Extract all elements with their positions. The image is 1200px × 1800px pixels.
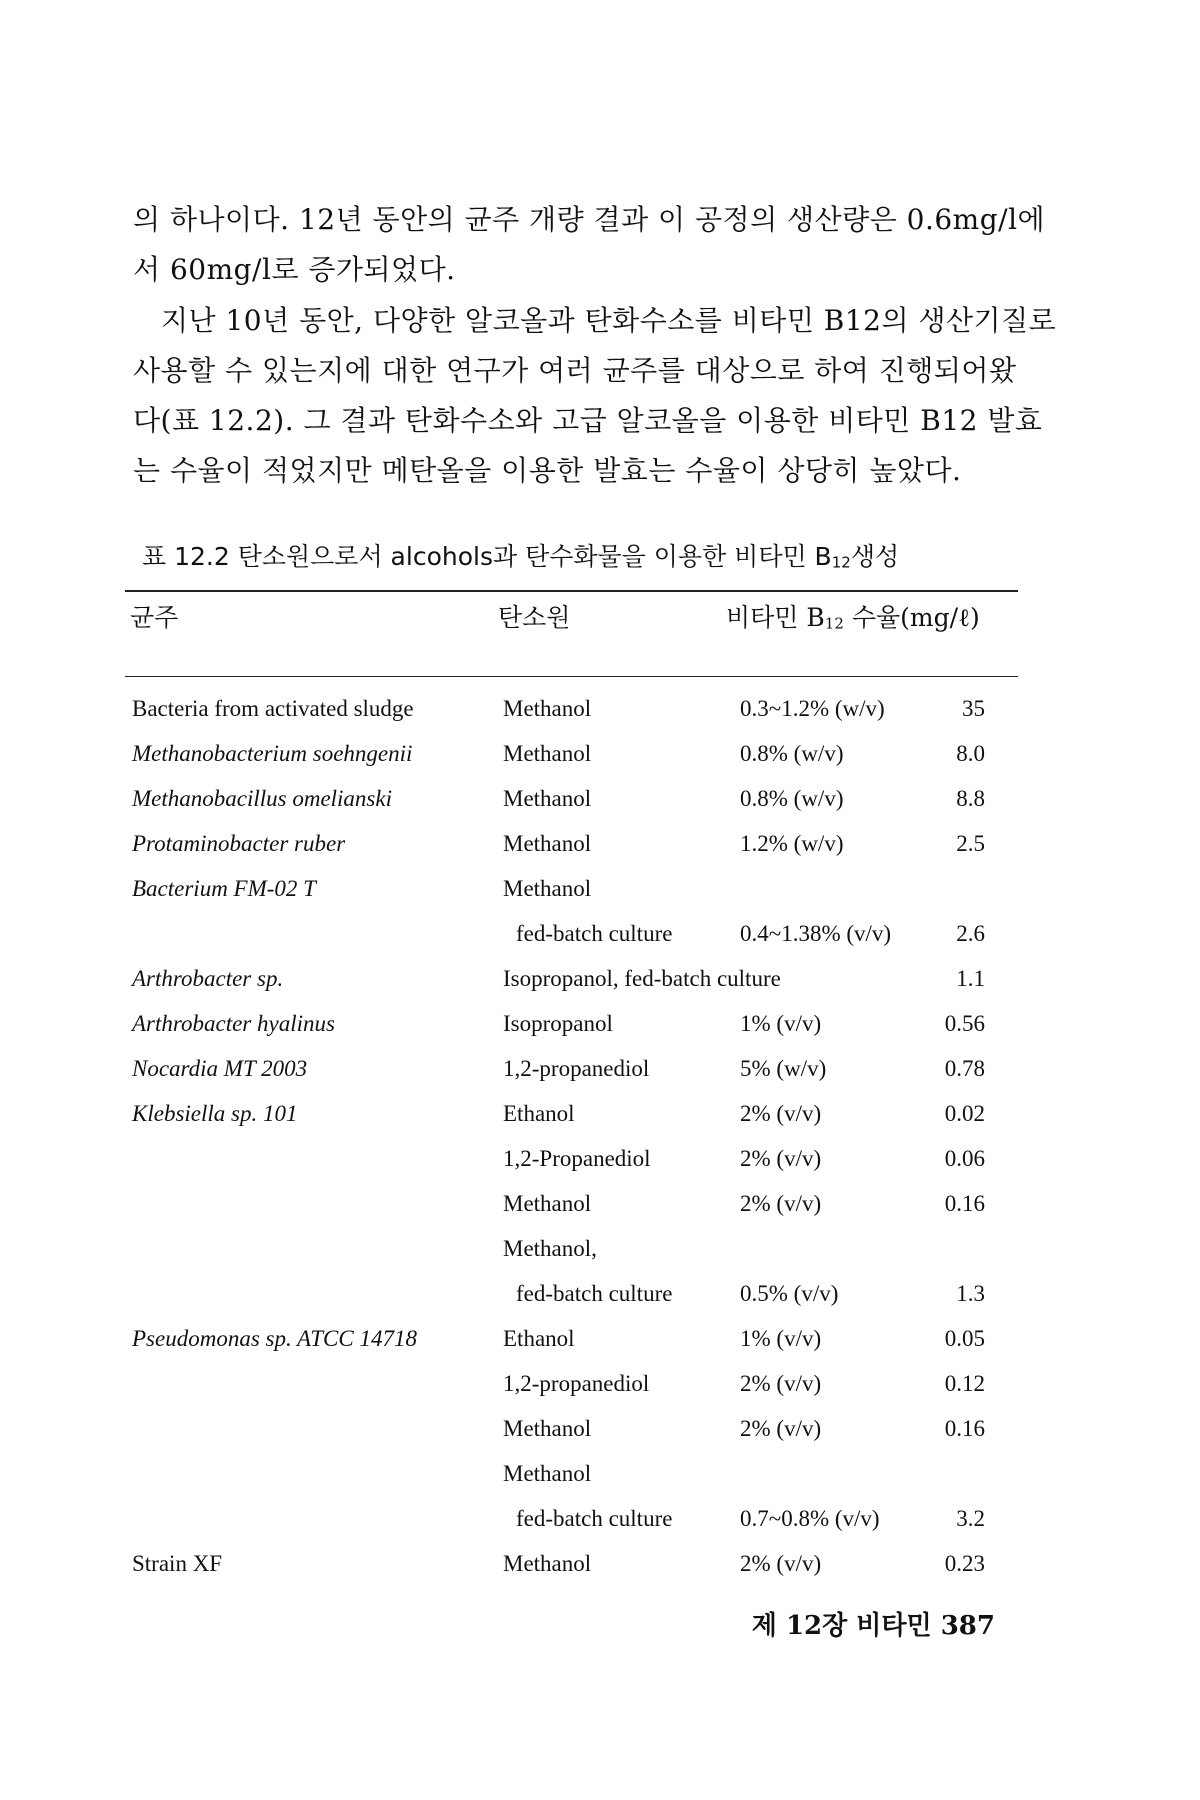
yield-cell: 1.1 xyxy=(956,966,985,991)
carbon-source-cell: Methanol xyxy=(503,1461,592,1486)
concentration-cell: 1% (v/v) xyxy=(740,1011,822,1036)
table-row xyxy=(0,1001,1200,1046)
yield-cell: 0.06 xyxy=(944,1146,985,1171)
yield-cell: 0.02 xyxy=(944,1101,985,1126)
table-caption-suffix: 생성 xyxy=(850,542,900,571)
header-yield-subscript: 12 xyxy=(824,614,844,633)
table-row xyxy=(0,1091,1200,1136)
concentration-cell: 2% (v/v) xyxy=(740,1551,822,1576)
table-header-rule xyxy=(125,676,1018,677)
concentration-cell: 0.8% (w/v) xyxy=(740,786,844,811)
yield-cell: 8.8 xyxy=(956,786,985,811)
yield-cell: 0.78 xyxy=(944,1056,985,1081)
header-carbon-source: 탄소원 xyxy=(498,603,571,632)
concentration-cell: 2% (v/v) xyxy=(740,1371,822,1396)
carbon-source-cell: Methanol xyxy=(503,786,592,811)
table-row xyxy=(0,1271,1200,1316)
carbon-source-cell: 1,2-propanediol xyxy=(503,1056,650,1081)
paragraph-line: 다(표 12.2). 그 결과 탄화수소와 고급 알코올을 이용한 비타민 B12 발효 xyxy=(133,404,1043,437)
table-row xyxy=(0,686,1200,731)
table-row xyxy=(0,731,1200,776)
carbon-source-cell: fed-batch culture xyxy=(516,1281,673,1306)
yield-cell: 0.23 xyxy=(944,1551,985,1576)
paragraph-line: 사용할 수 있는지에 대한 연구가 여러 균주를 대상으로 하여 진행되어왔 xyxy=(133,354,1017,387)
table-row xyxy=(0,1496,1200,1541)
yield-cell: 0.16 xyxy=(944,1416,985,1441)
carbon-source-cell: Methanol xyxy=(503,741,592,766)
table-row xyxy=(0,821,1200,866)
carbon-source-cell: Methanol xyxy=(503,1416,592,1441)
carbon-source-cell: Methanol xyxy=(503,1551,592,1576)
strain-cell: Pseudomonas sp. ATCC 14718 xyxy=(132,1326,417,1351)
header-yield-suffix: 수율(mg/ℓ) xyxy=(843,603,980,632)
concentration-cell: 0.4~1.38% (v/v) xyxy=(740,921,892,946)
concentration-cell: 5% (w/v) xyxy=(740,1056,827,1081)
table-caption xyxy=(142,537,899,573)
yield-cell: 0.12 xyxy=(944,1371,985,1396)
strain-cell: Arthrobacter sp. xyxy=(132,966,284,991)
carbon-source-cell: Isopropanol xyxy=(503,1011,613,1036)
concentration-cell: 2% (v/v) xyxy=(740,1191,822,1216)
table-top-rule xyxy=(125,590,1018,592)
table-row xyxy=(0,1451,1200,1496)
table-caption-subscript: 12 xyxy=(831,553,851,572)
carbon-source-cell: Isopropanol, fed-batch culture xyxy=(503,966,781,991)
yield-cell: 3.2 xyxy=(956,1506,985,1531)
concentration-cell: 2% (v/v) xyxy=(740,1101,822,1126)
concentration-cell: 0.3~1.2% (w/v) xyxy=(740,696,885,721)
strain-cell: Protaminobacter ruber xyxy=(132,831,346,856)
yield-cell: 2.5 xyxy=(956,831,985,856)
paragraph-2 xyxy=(133,296,1057,496)
table-row xyxy=(0,866,1200,911)
table-row xyxy=(0,1406,1200,1451)
carbon-source-cell: Methanol xyxy=(503,696,592,721)
concentration-cell: 0.8% (w/v) xyxy=(740,741,844,766)
paragraph-line: 는 수율이 적었지만 메탄올을 이용한 발효는 수율이 상당히 높았다. xyxy=(133,454,962,487)
concentration-cell: 0.5% (v/v) xyxy=(740,1281,839,1306)
strain-cell: Klebsiella sp. 101 xyxy=(132,1101,298,1126)
strain-cell: Strain XF xyxy=(132,1551,223,1576)
strain-cell: Methanobacillus omelianski xyxy=(132,786,392,811)
carbon-source-cell: Ethanol xyxy=(503,1326,575,1351)
table-row xyxy=(0,1226,1200,1271)
table-row xyxy=(0,1046,1200,1091)
table-caption-text: 표 12.2 탄소원으로서 alcohols과 탄수화물을 이용한 비타민 B xyxy=(142,542,832,571)
yield-cell: 0.05 xyxy=(944,1326,985,1351)
yield-cell: 1.3 xyxy=(956,1281,985,1306)
table-row xyxy=(0,1541,1200,1586)
yield-cell: 2.6 xyxy=(956,921,985,946)
header-yield-prefix: 비타민 B xyxy=(726,603,825,632)
carbon-source-cell: 1,2-propanediol xyxy=(503,1371,650,1396)
table-row xyxy=(0,776,1200,821)
table-body xyxy=(0,686,1200,1586)
strain-cell: Nocardia MT 2003 xyxy=(132,1056,308,1081)
carbon-source-cell: Methanol xyxy=(503,1191,592,1216)
table-row xyxy=(0,911,1200,956)
yield-cell: 8.0 xyxy=(956,741,985,766)
paragraph-line: 지난 10년 동안, 다양한 알코올과 탄화수소를 비타민 B12의 생산기질로 xyxy=(161,304,1057,337)
footer-page-number: 387 xyxy=(940,1611,995,1641)
strain-cell: Bacterium FM-02 T xyxy=(132,876,316,901)
table-row xyxy=(0,1136,1200,1181)
carbon-source-cell: Ethanol xyxy=(503,1101,575,1126)
page-footer xyxy=(752,1605,995,1642)
strain-cell: Methanobacterium soehngenii xyxy=(132,741,413,766)
carbon-source-cell: Methanol xyxy=(503,876,592,901)
header-yield xyxy=(726,598,980,634)
table-row xyxy=(0,956,1200,1001)
paragraph-line: 서 60mg/l로 증가되었다. xyxy=(133,253,456,286)
strain-cell: Bacteria from activated sludge xyxy=(132,696,414,721)
header-strain: 균주 xyxy=(130,603,179,632)
concentration-cell: 0.7~0.8% (v/v) xyxy=(740,1506,880,1531)
concentration-cell: 2% (v/v) xyxy=(740,1416,822,1441)
paragraph-1 xyxy=(133,195,1046,295)
table-row xyxy=(0,1361,1200,1406)
footer-chapter: 제 12장 비타민 xyxy=(751,1611,932,1641)
yield-cell: 0.56 xyxy=(944,1011,985,1036)
carbon-source-cell: fed-batch culture xyxy=(516,1506,673,1531)
carbon-source-cell: 1,2-Propanediol xyxy=(503,1146,651,1171)
carbon-source-cell: Methanol xyxy=(503,831,592,856)
table-row xyxy=(0,1181,1200,1226)
yield-cell: 0.16 xyxy=(944,1191,985,1216)
carbon-source-cell: fed-batch culture xyxy=(516,921,673,946)
concentration-cell: 1% (v/v) xyxy=(740,1326,822,1351)
strain-cell: Arthrobacter hyalinus xyxy=(132,1011,335,1036)
concentration-cell: 2% (v/v) xyxy=(740,1146,822,1171)
table-row xyxy=(0,1316,1200,1361)
yield-cell: 35 xyxy=(962,696,985,721)
carbon-source-cell: Methanol, xyxy=(503,1236,597,1261)
paragraph-line: 의 하나이다. 12년 동안의 균주 개량 결과 이 공정의 생산량은 0.6mg/l에 xyxy=(133,203,1046,236)
concentration-cell: 1.2% (w/v) xyxy=(740,831,844,856)
